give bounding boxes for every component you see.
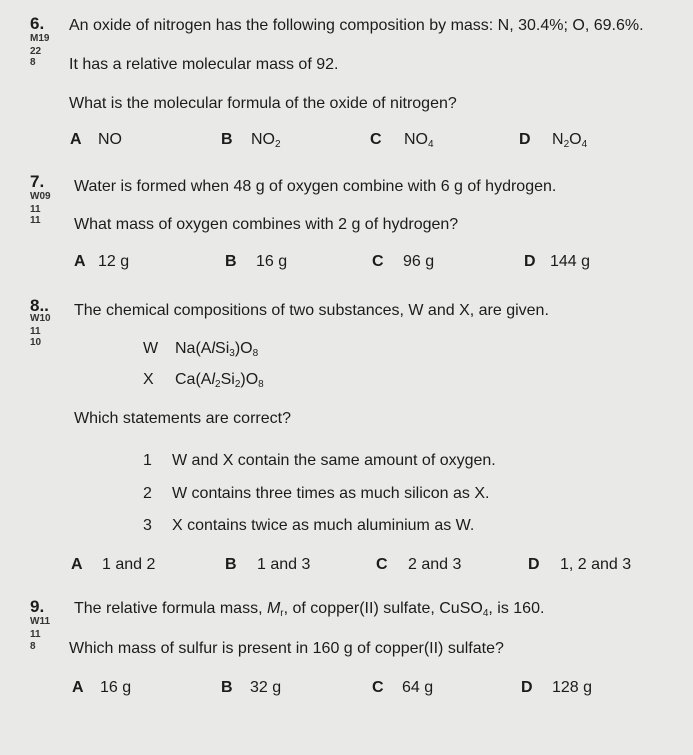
question-6-code: 8 [30, 57, 36, 68]
q9-option-a-letter[interactable]: A [72, 679, 84, 696]
question-7-number: 7. [30, 172, 45, 191]
question-7-prompt: What mass of oxygen combines with 2 g of hydrogen? [74, 216, 459, 233]
q8-option-c-value: 2 and 3 [408, 556, 462, 573]
q9-option-c-value: 64 g [402, 679, 434, 696]
substance-w-label: W [143, 340, 159, 357]
q6-option-d-value: $N_2O_4$ [552, 131, 588, 150]
question-7-stem: Water is formed when 48 g of oxygen combine with 6 g of hydrogen. [74, 178, 557, 195]
q6-option-a-value: NO [98, 131, 122, 148]
q8-option-a-value: 1 and 2 [102, 556, 156, 573]
q9-option-b-letter[interactable]: B [221, 679, 233, 696]
question-8-prompt: Which statements are correct? [74, 410, 291, 427]
substance-w-formula: $Na(AlSi_3)O_8$ [175, 340, 259, 359]
statement-3-text: X contains twice as much aluminium as W. [172, 517, 475, 534]
q7-option-a-letter[interactable]: A [74, 253, 86, 270]
q7-option-b-letter[interactable]: B [225, 253, 237, 270]
question-6-number: 6. [30, 14, 45, 33]
substance-x-label: X [143, 371, 154, 388]
question-7-code: 11 [30, 204, 41, 215]
question-9-code: 8 [30, 641, 36, 652]
statement-2-text: W contains three times as much silicon as X. [172, 485, 490, 502]
q9-option-a-value: 16 g [100, 679, 132, 696]
q8-option-c-letter[interactable]: C [376, 556, 388, 573]
question-9-prompt: Which mass of sulfur is present in 160 g of copper(II) sulfate? [69, 640, 504, 657]
q9-option-d-value: 128 g [552, 679, 593, 696]
q7-option-b-value: 16 g [256, 253, 288, 270]
question-9-code: W11 [30, 616, 51, 627]
question-9-number: 9. [30, 597, 45, 616]
q7-option-c-letter[interactable]: C [372, 253, 384, 270]
question-6-code: 22 [30, 46, 42, 57]
q7-option-a-value: 12 g [98, 253, 130, 270]
q7-option-c-value: 96 g [403, 253, 435, 270]
statement-1-number: 1 [143, 452, 152, 469]
question-6-code: M19 [30, 33, 50, 44]
q8-option-b-value: 1 and 3 [257, 556, 311, 573]
question-6-prompt: What is the molecular formula of the oxide of nitrogen? [69, 95, 457, 112]
q8-option-a-letter[interactable]: A [71, 556, 83, 573]
q6-option-a-letter[interactable]: A [70, 131, 82, 148]
substance-x-formula: $Ca(Al_2Si_2)O_8$ [175, 371, 264, 390]
q7-option-d-letter[interactable]: D [524, 253, 536, 270]
question-9-stem: The relative formula mass, $M_r$, of copper(II) sulfate, CuSO$_4$, is 160. [74, 600, 545, 619]
question-9-code: 11 [30, 629, 41, 640]
q9-option-c-letter[interactable]: C [372, 679, 384, 696]
q8-option-d-value: 1, 2 and 3 [560, 556, 632, 573]
question-7-code: 11 [30, 215, 41, 226]
statement-2-number: 2 [143, 485, 152, 502]
q9-option-b-value: 32 g [250, 679, 282, 696]
statement-3-number: 3 [143, 517, 152, 534]
q6-option-b-value: $NO_2$ [251, 131, 281, 150]
q6-option-d-letter[interactable]: D [519, 131, 531, 148]
q6-option-c-letter[interactable]: C [370, 131, 382, 148]
question-8-code: 11 [30, 326, 41, 337]
question-8-code: 10 [30, 337, 42, 348]
question-7-code: W09 [30, 191, 51, 202]
q6-option-b-letter[interactable]: B [221, 131, 233, 148]
question-8-stem: The chemical compositions of two substances, W and X, are given. [74, 302, 549, 319]
q6-option-c-value: $NO_4$ [404, 131, 434, 150]
q9-option-d-letter[interactable]: D [521, 679, 533, 696]
q8-option-b-letter[interactable]: B [225, 556, 237, 573]
question-8-code: W10 [30, 313, 51, 324]
question-6-stem: An oxide of nitrogen has the following composition by mass: N, 30.4%; O, 69.6%. [69, 17, 644, 34]
statement-1-text: W and X contain the same amount of oxygen. [172, 452, 496, 469]
q7-option-d-value: 144 g [550, 253, 591, 270]
question-6-info: It has a relative molecular mass of 92. [69, 56, 339, 73]
question-8-number: 8.. [30, 296, 49, 315]
q8-option-d-letter[interactable]: D [528, 556, 540, 573]
